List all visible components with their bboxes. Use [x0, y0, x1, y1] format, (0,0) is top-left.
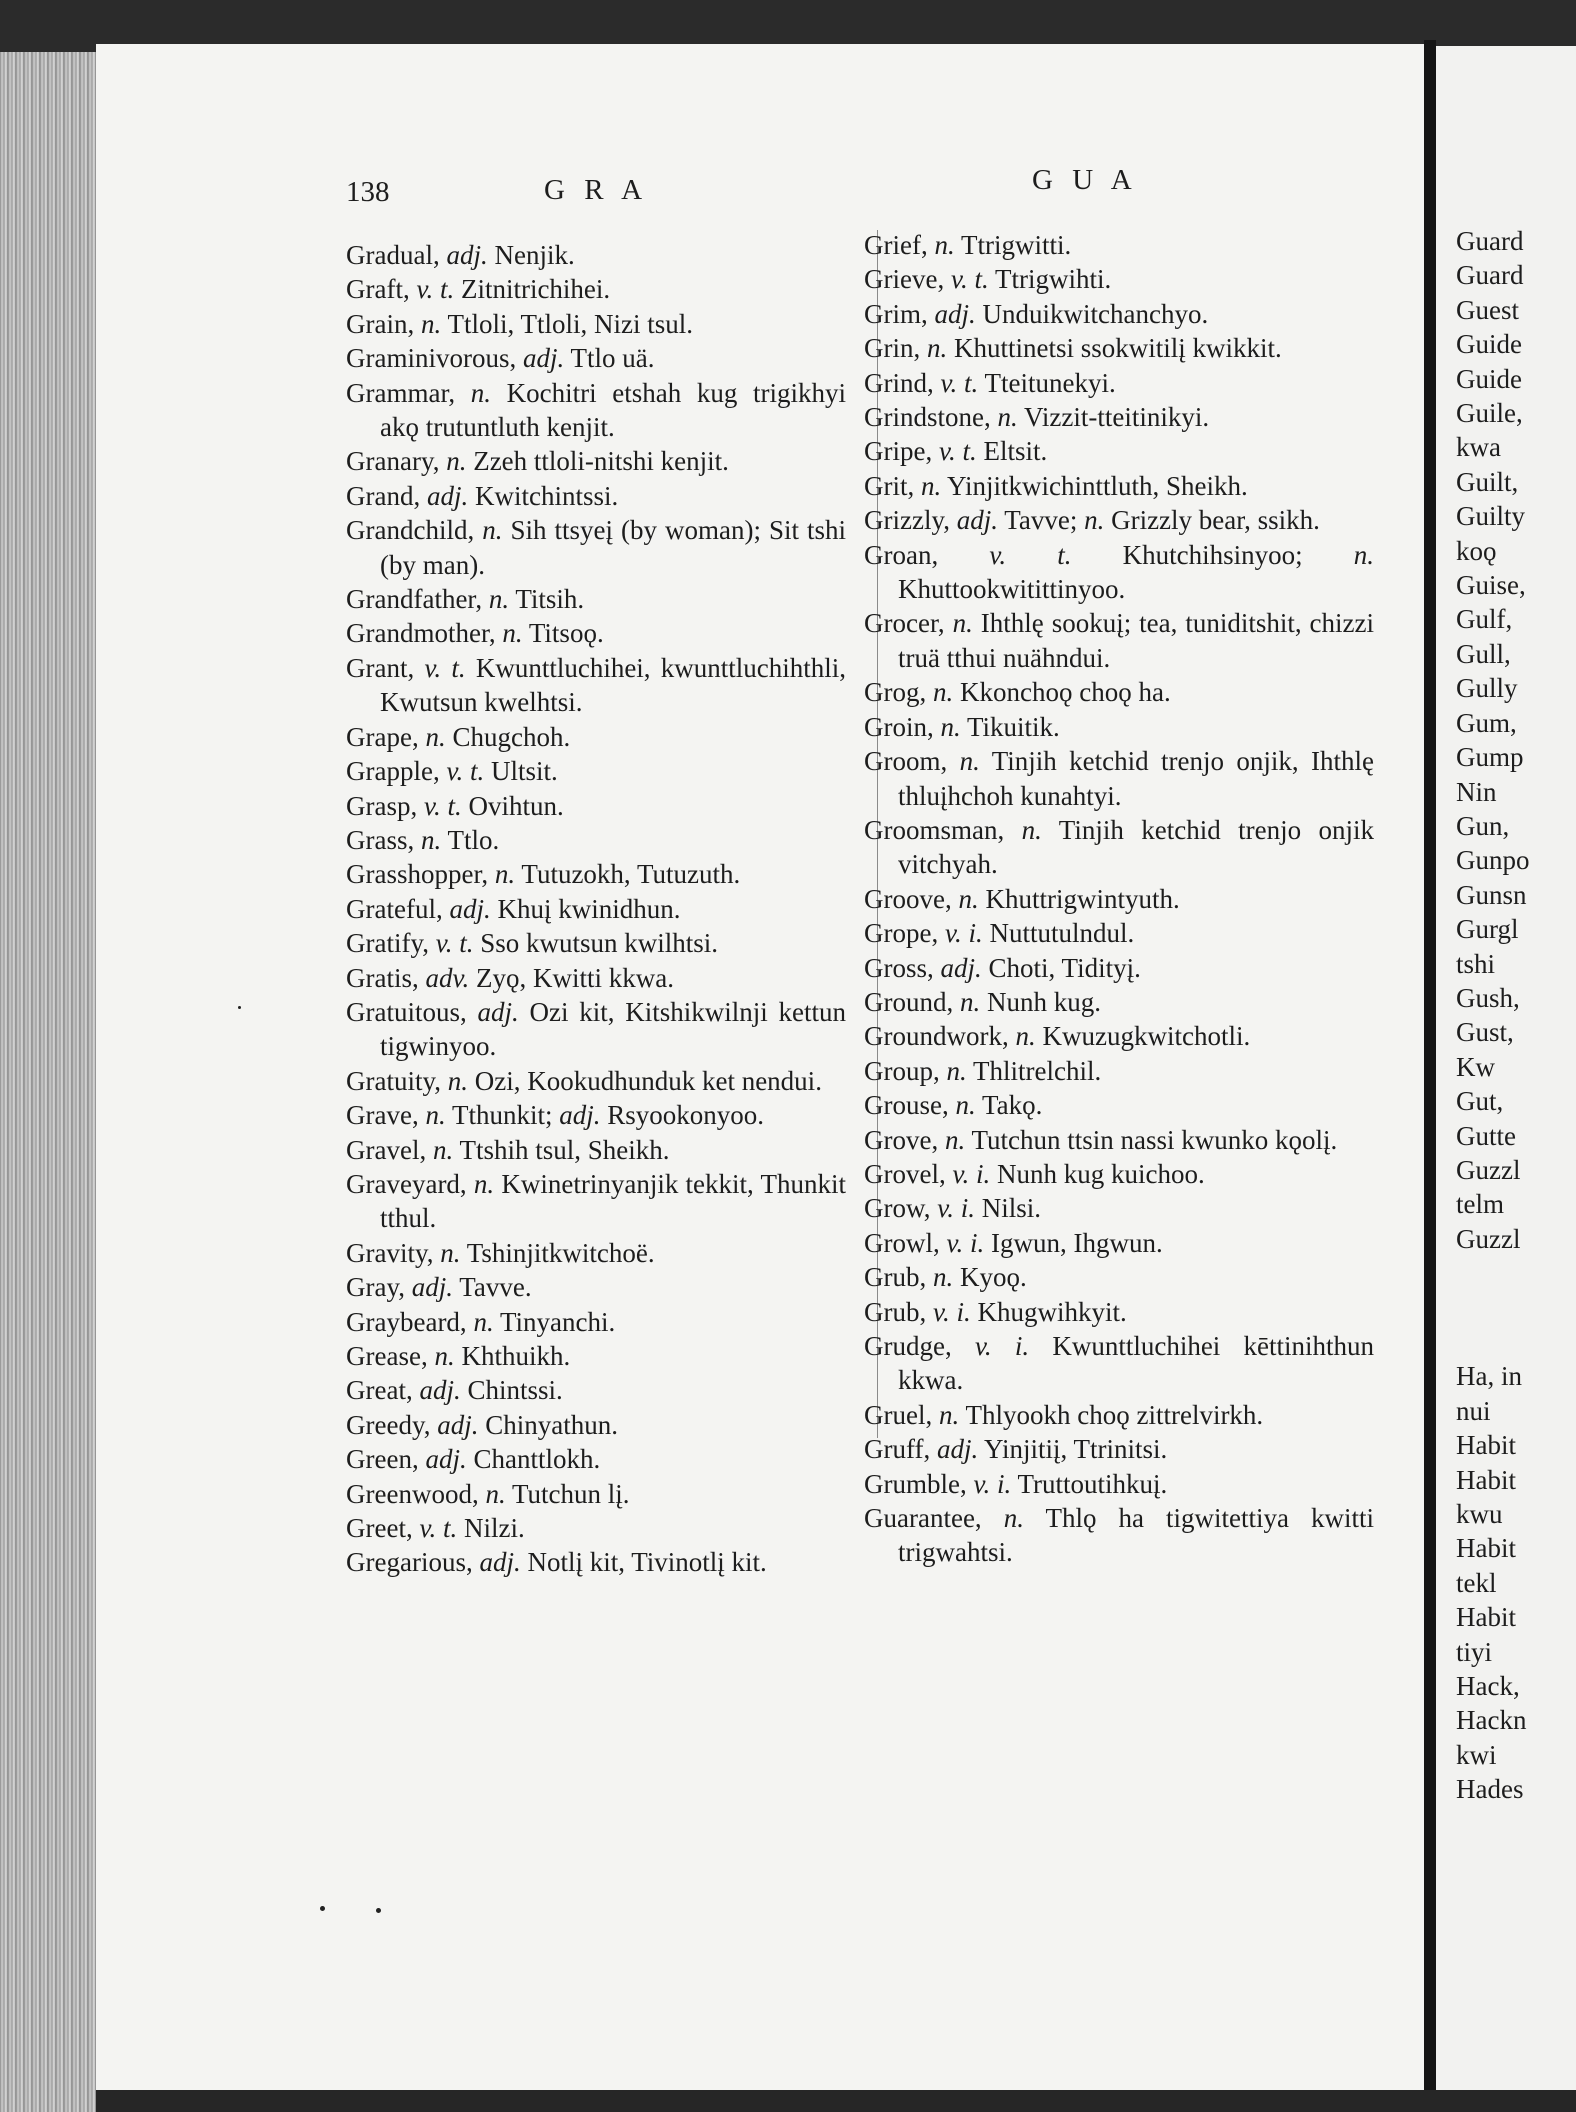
- dictionary-entry: Grave, n. Tthunkit; adj. Rsyookonyoo.: [346, 1100, 765, 1131]
- facing-page-fragment: kwu: [1456, 1499, 1503, 1530]
- dictionary-entry: Greenwood, n. Tutchun lį.: [346, 1478, 630, 1509]
- facing-page-fragment: tiyi: [1456, 1636, 1493, 1667]
- dictionary-entry: Groin, n. Tikuitik.: [864, 711, 1060, 742]
- facing-page-fragment: kwa: [1456, 432, 1501, 463]
- facing-page-fragment: Gum,: [1456, 707, 1517, 738]
- facing-page-fragment: Gurgl: [1456, 914, 1519, 945]
- facing-page-fragment: Habit: [1456, 1602, 1516, 1633]
- facing-page-fragment: Gutte: [1456, 1120, 1516, 1151]
- dictionary-entry: Green, adj. Chanttlokh.: [346, 1444, 601, 1475]
- dictionary-entry: Grove, n. Tutchun ttsin nassi kwunko kǫolį.: [864, 1124, 1338, 1155]
- running-head-left: G R A: [544, 174, 649, 206]
- dictionary-entry: Gruff, adj. Yinjitiį, Ttrinitsi.: [864, 1434, 1168, 1465]
- facing-page-fragment: Guilty: [1456, 501, 1526, 532]
- facing-page-fragment: Gush,: [1456, 982, 1520, 1013]
- facing-page-fragment: Guzzl: [1456, 1223, 1521, 1254]
- dictionary-entry: Grapple, v. t. Ultsit.: [346, 756, 558, 787]
- facing-page-fragment: Guard: [1456, 260, 1524, 291]
- facing-page-fragment: Hack,: [1456, 1671, 1520, 1702]
- facing-page-fragment: Gump: [1456, 742, 1524, 773]
- dictionary-entry: Grow, v. i. Nilsi.: [864, 1193, 1041, 1224]
- dictionary-entry: Grim, adj. Unduikwitchanchyo.: [864, 298, 1209, 329]
- dictionary-entry: Granary, n. Zzeh ttloli-nitshi kenjit.: [346, 446, 729, 477]
- facing-page-fragment: Guise,: [1456, 570, 1526, 601]
- dictionary-entry: Gross, adj. Choti, Tidityį.: [864, 952, 1141, 983]
- facing-page-fragment: Gut,: [1456, 1086, 1504, 1117]
- dictionary-entry: Grumble, v. i. Truttoutihkuį.: [864, 1468, 1168, 1499]
- page-number: 138: [346, 176, 390, 208]
- dictionary-entry: Grudge, v. i. Kwunttluchihei kēttinihthun kkwa.: [864, 1331, 1374, 1396]
- dictionary-entry: Grandfather, n. Titsih.: [346, 584, 585, 615]
- dictionary-entry: Groan, v. t. Khutchihsinyoo; n. Khuttookwitittinyoo.: [864, 539, 1374, 605]
- facing-page-fragment: Guzzl: [1456, 1154, 1521, 1185]
- facing-page-fragment: nui: [1456, 1395, 1491, 1426]
- facing-page-fragment: tshi: [1456, 948, 1496, 979]
- facing-page-fragment: Gust,: [1456, 1017, 1514, 1048]
- facing-page-fragment: Guest: [1456, 294, 1519, 325]
- dictionary-entry: Grammar, n. Kochitri etshah kug trigikhyi akǫ trutuntluth kenjit.: [346, 377, 847, 443]
- dictionary-entry: Gratuity, n. Ozi, Kookudhunduk ket nendui.: [346, 1065, 822, 1096]
- dictionary-entry: Grub, n. Kyoǫ.: [864, 1262, 1027, 1293]
- dictionary-entry: Grain, n. Ttloli, Ttloli, Nizi tsul.: [346, 308, 694, 339]
- dictionary-entry: Gravel, n. Ttshih tsul, Sheikh.: [346, 1134, 670, 1165]
- dictionary-entry: Gruel, n. Thlyookh choǫ zittrelvirkh.: [864, 1399, 1264, 1430]
- dictionary-entry: Gratify, v. t. Sso kwutsun kwilhtsi.: [346, 928, 718, 959]
- dictionary-entry: Graft, v. t. Zitnitrichihei.: [346, 274, 611, 305]
- dictionary-entry: Ground, n. Nunh kug.: [864, 986, 1101, 1017]
- dictionary-entry: Grog, n. Kkonchoǫ choǫ ha.: [864, 677, 1171, 708]
- print-speck: [376, 1908, 381, 1913]
- left-entry-column: [346, 238, 846, 1580]
- scan-bottom-edge: [96, 2090, 1576, 2112]
- dictionary-entry: Graybeard, n. Tinyanchi.: [346, 1306, 616, 1337]
- dictionary-entry: Grant, v. t. Kwunttluchihei, kwunttluchihthli, Kwutsun kwelhtsi.: [346, 652, 846, 718]
- dictionary-entry: Grasp, v. t. Ovihtun.: [346, 790, 564, 821]
- facing-page-fragment: Gulf,: [1456, 604, 1513, 635]
- dictionary-entry: Grand, adj. Kwitchintssi.: [346, 480, 619, 511]
- dictionary-entry: Groomsman, n. Tinjih ketchid trenjo onjik vitchyah.: [864, 814, 1375, 880]
- dictionary-entry: Gravity, n. Tshinjitkwitchoë.: [346, 1237, 655, 1268]
- dictionary-entry: Graminivorous, adj. Ttlo uä.: [346, 343, 655, 374]
- dictionary-entry: Groom, n. Tinjih ketchid trenjo onjik, Ihthlę thluįhchoh kunahtyi.: [864, 746, 1374, 811]
- dictionary-entry: Group, n. Thlitrelchil.: [864, 1055, 1102, 1086]
- dictionary-entry: Grape, n. Chugchoh.: [346, 721, 571, 752]
- dictionary-entry: Gripe, v. t. Eltsit.: [864, 436, 1048, 467]
- facing-page-fragment: Gunpo: [1456, 845, 1530, 876]
- facing-page-fragment: Guard: [1456, 226, 1524, 256]
- dictionary-entry: Grind, v. t. Tteitunekyi.: [864, 367, 1116, 398]
- facing-page-fragment: Ha, in: [1456, 1361, 1522, 1392]
- dictionary-entry: Grief, n. Ttrigwitti.: [864, 230, 1072, 260]
- facing-page-fragment: Gunsn: [1456, 879, 1527, 910]
- dictionary-entry: Grin, n. Khuttinetsi ssokwitilį kwikkit.: [864, 333, 1282, 364]
- facing-page-fragment: Gully: [1456, 673, 1518, 704]
- dictionary-entry: Gradual, adj. Nenjik.: [346, 240, 575, 270]
- dictionary-entry: Grandchild, n. Sih ttsyeį (by woman); Sit tshi (by man).: [346, 515, 846, 580]
- facing-page-fragment: Habit: [1456, 1533, 1516, 1564]
- print-speck: [320, 1906, 325, 1911]
- facing-page-fragment: Kw: [1456, 1051, 1495, 1082]
- facing-page-fragment: [1456, 1325, 1576, 1359]
- facing-page-fragment: Guile,: [1456, 398, 1523, 429]
- dictionary-entry: Groundwork, n. Kwuzugkwitchotli.: [864, 1021, 1251, 1052]
- dictionary-entry: Gratuitous, adj. Ozi kit, Kitshikwilnji kettun tigwinyoo.: [346, 996, 846, 1062]
- facing-page-fragment: Guide: [1456, 329, 1522, 360]
- dictionary-entry: Grieve, v. t. Ttrigwihti.: [864, 264, 1112, 295]
- dictionary-entry: Grope, v. i. Nuttutulndul.: [864, 918, 1135, 949]
- dictionary-entry: Guarantee, n. Thlǫ ha tigwitettiya kwitti trigwahtsi.: [864, 1503, 1374, 1568]
- facing-page-fragment: Guilt,: [1456, 466, 1519, 497]
- print-speck: [238, 1006, 241, 1009]
- facing-page-fragment: Hackn: [1456, 1705, 1527, 1736]
- facing-page-fragment: [1456, 1256, 1576, 1290]
- dictionary-entry: Gray, adj. Tavve.: [346, 1272, 532, 1303]
- dictionary-entry: Groove, n. Khuttrigwintyuth.: [864, 883, 1180, 914]
- dictionary-entry: Grouse, n. Takǫ.: [864, 1090, 1043, 1121]
- dictionary-entry: Grease, n. Khthuikh.: [346, 1341, 571, 1371]
- facing-page-fragment: Habit: [1456, 1430, 1516, 1461]
- facing-page-fragment: [1456, 1291, 1576, 1325]
- facing-page-fragment: Gull,: [1456, 638, 1511, 669]
- book-gutter: [1424, 40, 1436, 2112]
- dictionary-entry: Grandmother, n. Titsoǫ.: [346, 618, 604, 649]
- dictionary-entry: Grocer, n. Ihthlę sookuį; tea, tuniditshit, chizzi truä tthui nuähndui.: [864, 608, 1374, 673]
- facing-page-fragment: Hades: [1456, 1774, 1524, 1805]
- dictionary-entry: Grateful, adj. Khuį kwinidhun.: [346, 893, 681, 924]
- right-entry-column: [864, 228, 1374, 1570]
- dictionary-entry: Gregarious, adj. Notlį kit, Tivinotlį kit.: [346, 1547, 767, 1578]
- dictionary-entry: Growl, v. i. Igwun, Ihgwun.: [864, 1227, 1163, 1258]
- dictionary-entry: Great, adj. Chintssi.: [346, 1375, 563, 1406]
- dictionary-entry: Gratis, adv. Zyǫ, Kwitti kkwa.: [346, 962, 674, 993]
- dictionary-entry: Grass, n. Ttlo.: [346, 824, 500, 855]
- facing-page-fragment: Gun,: [1456, 810, 1510, 841]
- dictionary-entry: Grub, v. i. Khugwihkyit.: [864, 1296, 1127, 1327]
- dictionary-entry: Grit, n. Yinjitkwichinttluth, Sheikh.: [864, 470, 1248, 501]
- facing-page-fragment: kwi: [1456, 1739, 1497, 1770]
- facing-page-fragment: Habit: [1456, 1464, 1516, 1495]
- dictionary-entry: Greedy, adj. Chinyathun.: [346, 1409, 618, 1440]
- dictionary-entry: Grovel, v. i. Nunh kug kuichoo.: [864, 1158, 1205, 1189]
- dictionary-entry: Grindstone, n. Vizzit-tteitinikyi.: [864, 402, 1210, 433]
- dictionary-entry: Graveyard, n. Kwinetrinyanjik tekkit, Thunkit tthul.: [346, 1168, 846, 1234]
- dictionary-entry: Grizzly, adj. Tavve; n. Grizzly bear, ssikh.: [864, 505, 1320, 536]
- facing-page-fragment: tekl: [1456, 1567, 1497, 1598]
- facing-page-fragment: telm: [1456, 1189, 1504, 1220]
- facing-page-fragment: Nin: [1456, 776, 1497, 807]
- dictionary-entry: Greet, v. t. Nilzi.: [346, 1513, 525, 1544]
- facing-page-fragment: koǫ: [1456, 535, 1497, 566]
- running-head-right: G U A: [1032, 164, 1138, 196]
- facing-page-entries: [1456, 224, 1576, 1807]
- facing-page-fragment: Guide: [1456, 363, 1522, 394]
- dictionary-entry: Grasshopper, n. Tutuzokh, Tutuzuth.: [346, 859, 741, 890]
